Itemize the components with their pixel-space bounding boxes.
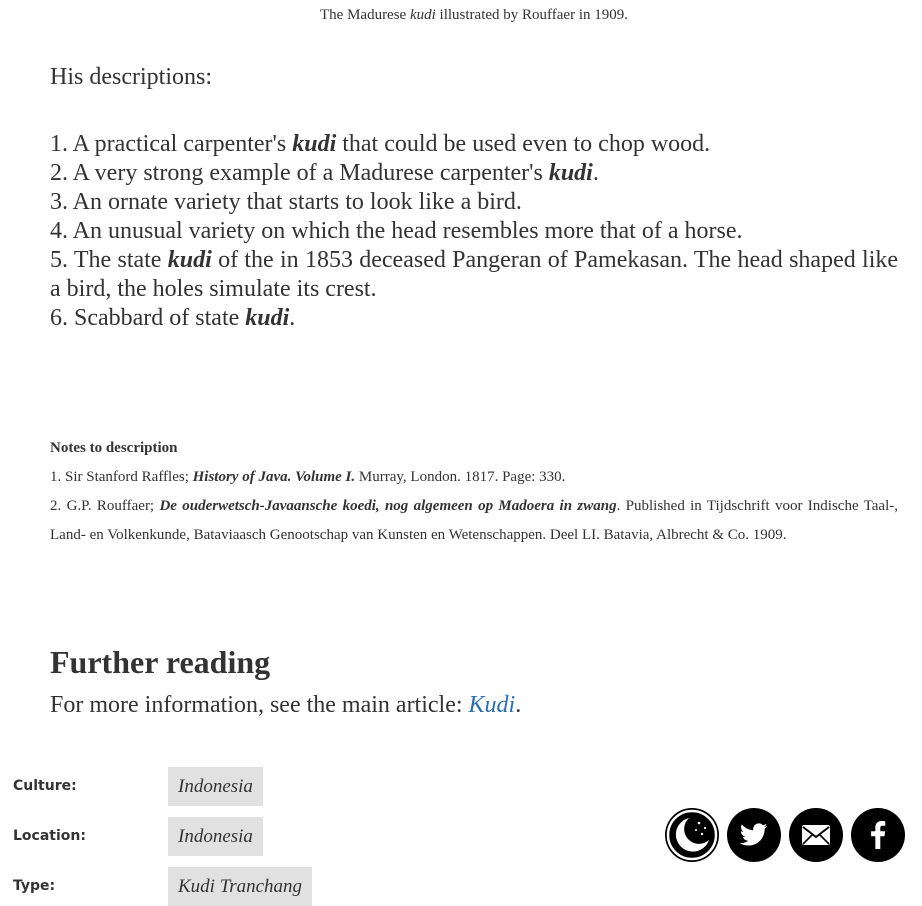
email-icon [801, 824, 831, 846]
figure-caption: The Madurese kudi illustrated by Rouffaer in 1909. [320, 7, 628, 23]
list-item: 1. A practical carpenter's kudi that could be used even to chop wood. [50, 131, 711, 157]
descriptions-list [50, 130, 898, 333]
kudi-article-link[interactable]: Kudi [468, 692, 516, 718]
further-reading-heading: Further reading [50, 644, 271, 680]
further-reading-text: For more information, see the main article: Kudi. [50, 692, 522, 718]
culture-tag[interactable]: Indonesia [168, 767, 263, 806]
notes-list [50, 463, 898, 550]
facebook-share-button[interactable] [851, 808, 905, 862]
night-mode-button[interactable] [665, 808, 719, 862]
type-tag[interactable]: Kudi Tranchang [168, 867, 312, 906]
list-item: 5. The state kudi of the in 1853 deceased Pangeran of Pamekasan. The head shaped like a bird, the holes simulate its crest. [50, 247, 899, 302]
twitter-icon [740, 823, 768, 847]
facebook-icon [870, 821, 886, 849]
list-item: 6. Scabbard of state kudi. [50, 305, 296, 331]
notes-heading: Notes to description [50, 440, 178, 456]
email-share-button[interactable] [789, 808, 843, 862]
list-item: 2. A very strong example of a Madurese carpenter's kudi. [50, 160, 599, 186]
location-label: Location: [13, 828, 86, 844]
culture-label: Culture: [13, 778, 77, 794]
note-item: 2. G.P. Rouffaer; De ouderwetsch-Javaansche koedi, nog algemeen op Madoera in zwang. Published in Tijdschrift voor Indische Taal-, Land- en Volkenkunde, Bataviaasch Genootschap van Kunsten en Wetenschappen. Deel LI. Batavia, Albrecht & Co. 1909. [50, 498, 898, 543]
location-tag[interactable]: Indonesia [168, 817, 263, 856]
night-mode-icon [665, 808, 719, 862]
descriptions-heading: His descriptions: [50, 64, 212, 90]
note-item: 1. Sir Stanford Raffles; History of Java. Volume I. Murray, London. 1817. Page: 330. [50, 469, 566, 485]
list-item: 4. An unusual variety on which the head resembles more that of a horse. [50, 218, 743, 244]
list-item: 3. An ornate variety that starts to look like a bird. [50, 189, 522, 215]
twitter-share-button[interactable] [727, 808, 781, 862]
type-label: Type: [13, 878, 56, 894]
